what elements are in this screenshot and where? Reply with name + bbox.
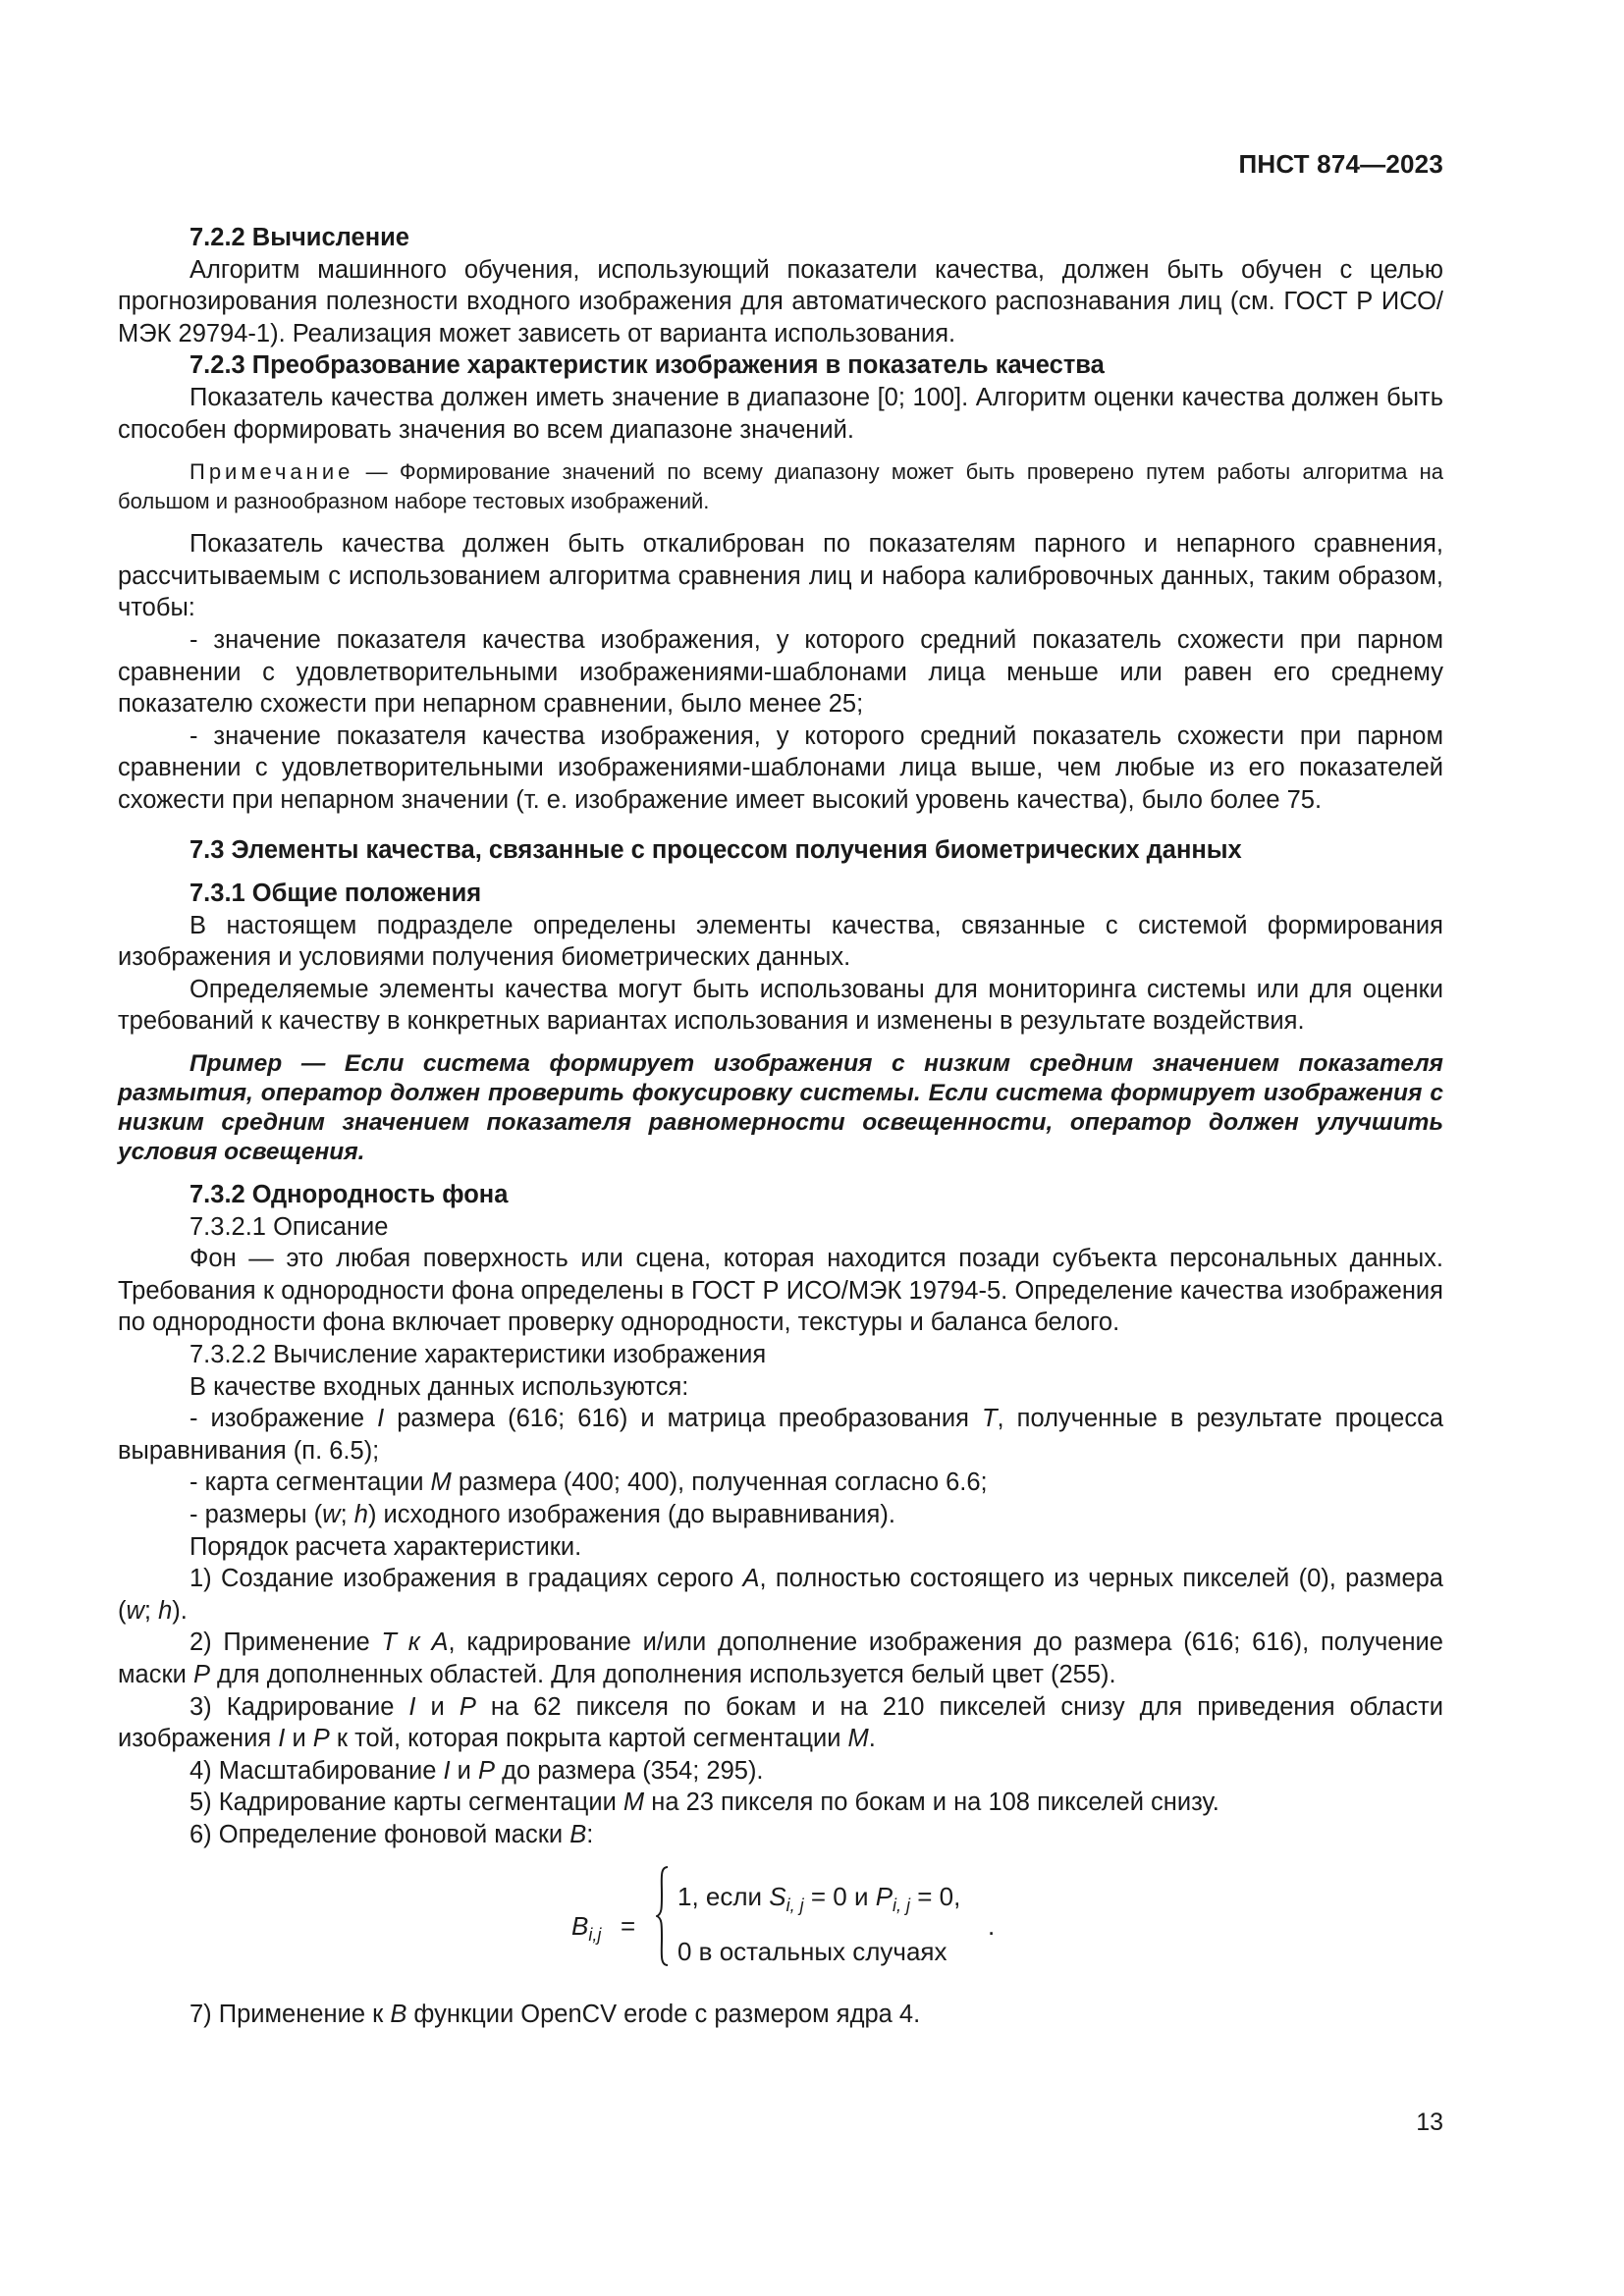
step-7 xyxy=(118,1999,1443,2031)
text-run: 4) Масштабирование xyxy=(189,1756,444,1785)
step-1 xyxy=(118,1563,1443,1627)
input-intro: В качестве входных данных используются: xyxy=(189,1372,689,1401)
var-P: P xyxy=(875,1881,893,1911)
note-label: Примечание xyxy=(189,459,354,485)
text-run: до размера (354; 295). xyxy=(495,1756,764,1785)
text-run: ; xyxy=(340,1501,354,1528)
var-M: M xyxy=(623,1789,645,1817)
formula-lhs-subscript: i,j xyxy=(588,1924,602,1945)
text-run: 1) Создание изображения в градациях серого xyxy=(189,1565,743,1593)
var-M: M xyxy=(847,1725,869,1753)
example-text: — Если система формирует изображения с низким средним значением показателя размытия, оператор должен проверить фокусировку системы. Если система формирует изображения с низким средним значением показателя равномерности освещенности, оператор должен улучшить условия освещения. xyxy=(118,1050,1443,1166)
text-run: на 62 пикселя по бокам и на 210 пикселей снизу для приведения области изображения xyxy=(118,1692,1443,1753)
formula-case-1 xyxy=(677,1881,960,1922)
var-M: M xyxy=(430,1468,452,1497)
input-item-3 xyxy=(118,1499,1443,1531)
var-P: P xyxy=(312,1725,330,1753)
text-run: 3) Кадрирование xyxy=(189,1692,409,1721)
text-run: . xyxy=(868,1725,876,1753)
var-B: B xyxy=(569,1820,587,1848)
text-run: и xyxy=(285,1725,313,1753)
var-P: P xyxy=(192,1660,210,1688)
heading-7-3-2: 7.3.2 Однородность фона xyxy=(189,1181,509,1209)
var-I: I xyxy=(408,1692,416,1721)
formula-lhs-symbol: B xyxy=(571,1910,589,1941)
calibration-item-1: - значение показателя качества изображения, у которого средний показатель схожести при парном сравнении с удовлетворительными изображениями-шаблонами лица меньше или равен его среднему показателю схожести при непарном сравнении, было менее 25; xyxy=(118,625,1443,719)
example-label: Пример xyxy=(189,1050,283,1078)
var-P: P xyxy=(459,1692,476,1721)
calibration-item-2: - значение показателя качества изображения, у которого средний показатель схожести при парном сравнении с удовлетворительными изображениями-шаблонами лица выше, чем любые из его показателей схожести при непарном значении (т. е. изображение имеет высокий уровень качества), было более 75. xyxy=(118,721,1443,814)
text-run: , кадрирование и/или дополнение изображения до размера (616; 616), получение маски xyxy=(118,1629,1443,1688)
text-run: 1, если xyxy=(677,1881,770,1911)
var-T: T xyxy=(981,1405,998,1433)
left-brace-icon xyxy=(656,1865,670,1967)
text-run: 6) Определение фоновой маски xyxy=(189,1820,570,1848)
subscript: i, j xyxy=(893,1895,911,1915)
text-run: - карта сегментации xyxy=(189,1468,431,1497)
text-run: ). xyxy=(172,1596,188,1625)
text-run: = 0 и xyxy=(803,1881,876,1911)
subscript: i, j xyxy=(785,1895,804,1915)
formula-case-2: 0 в остальных случаях xyxy=(677,1936,947,1966)
input-item-2 xyxy=(118,1467,1443,1499)
text-run: - изображение xyxy=(189,1405,378,1433)
order-intro: Порядок расчета характеристики. xyxy=(189,1532,582,1561)
var-I: I xyxy=(443,1756,451,1785)
note xyxy=(118,457,1443,516)
text-run: , полностью состоящего из черных пикселей (0), размера ( xyxy=(118,1565,1443,1625)
var-I: I xyxy=(278,1725,286,1753)
step-3 xyxy=(118,1691,1443,1755)
text-run: , полученные в результате процесса выравнивания (п. 6.5); xyxy=(118,1405,1443,1465)
var-h: h xyxy=(353,1501,368,1528)
var-S: S xyxy=(769,1881,786,1911)
text-run: для дополненных областей. Для дополнения используется белый цвет (255). xyxy=(209,1660,1116,1688)
heading-7-2-3: 7.2.3 Преобразование характеристик изображения в показатель качества xyxy=(189,351,1105,380)
var-I: I xyxy=(377,1405,385,1433)
heading-7-3-2-1: 7.3.2.1 Описание xyxy=(189,1212,389,1241)
page-number: 13 xyxy=(1416,2109,1443,2136)
paragraph-7-3-2-1: Фон — это любая поверхность или сцена, которая находится позади субъекта персональных данных. Требования к однородности фона определены в ГОСТ Р ИСО/МЭК 19794-5. Определение качества изображения по однородности фона включает проверку однородности, текстуры и баланса белого. xyxy=(118,1245,1443,1337)
page-content xyxy=(118,222,1443,2030)
text-run: размера (616; 616) и матрица преобразования xyxy=(384,1405,982,1433)
heading-7-3-1: 7.3.1 Общие положения xyxy=(189,880,482,908)
var-A: A xyxy=(742,1565,760,1593)
heading-7-2-2: 7.2.2 Вычисление xyxy=(189,224,409,251)
var-P: P xyxy=(478,1756,496,1785)
formula-equals: = xyxy=(621,1910,636,1941)
step-4 xyxy=(118,1755,1443,1788)
example xyxy=(118,1049,1443,1167)
text-run: : xyxy=(586,1820,594,1848)
step-2 xyxy=(118,1627,1443,1690)
text-run: - размеры ( xyxy=(189,1501,323,1528)
text-run: размера (400; 400), полученная согласно 6.6; xyxy=(451,1468,988,1497)
var-B: B xyxy=(390,2000,407,2028)
paragraph-calibration: Показатель качества должен быть откалиброван по показателям парного и непарного сравнения, рассчитываемым с использованием алгоритма сравнения лиц и набора калибровочных данных, таким образом, чтобы: xyxy=(118,530,1443,622)
text-run: 5) Кадрирование карты сегментации xyxy=(189,1789,623,1817)
step-5 xyxy=(118,1787,1443,1819)
text-run: и xyxy=(450,1756,479,1785)
text-run: и xyxy=(415,1692,460,1721)
text-run: 7) Применение к xyxy=(189,2000,391,2028)
paragraph-7-3-1-a: В настоящем подразделе определены элементы качества, связанные с системой формирования изображения и условиями получения биометрических данных. xyxy=(118,911,1443,972)
formula-background-mask xyxy=(118,1863,1443,1991)
formula-end: . xyxy=(988,1910,996,1941)
text-run: ) исходного изображения (до выравнивания). xyxy=(367,1501,895,1528)
paragraph-7-3-1-b: Определяемые элементы качества могут быть использованы для мониторинга системы или для оценки требований к качеству в конкретных вариантах использования и изменены в результате воздействия. xyxy=(118,975,1443,1036)
heading-7-3-2-2: 7.3.2.2 Вычисление характеристики изображения xyxy=(189,1341,767,1369)
note-text: — Формирование значений по всему диапазону может быть проверено путем работы алгоритма на большом и разнообразном наборе тестовых изображений. xyxy=(118,459,1443,514)
text-run: на 23 пикселя по бокам и на 108 пикселей снизу. xyxy=(644,1789,1219,1817)
text-run: функции OpenCV erode с размером ядра 4. xyxy=(406,2000,921,2028)
step-6 xyxy=(118,1819,1443,1851)
input-item-1 xyxy=(118,1403,1443,1467)
document-code: ПНСТ 874—2023 xyxy=(1238,149,1443,179)
text-run: 2) Применение xyxy=(189,1629,382,1657)
text-run: к той, которая покрыта картой сегментации xyxy=(329,1725,848,1753)
var-w: w xyxy=(126,1596,144,1625)
text-run: ; xyxy=(143,1596,159,1625)
var-T-to-A: T к A xyxy=(381,1629,449,1657)
var-h: h xyxy=(158,1596,173,1625)
formula-lhs xyxy=(571,1910,601,1951)
paragraph-7-2-2: Алгоритм машинного обучения, использующий показатели качества, должен быть обучен с целью прогнозирования полезности входного изображения для автоматического распознавания лиц (см. ГОСТ Р ИСО/МЭК 29794-1). Реализация может зависеть от варианта использования. xyxy=(118,255,1443,347)
paragraph-7-2-3: Показатель качества должен иметь значение в диапазоне [0; 100]. Алгоритм оценки качества должен быть способен формировать значения во всем диапазоне значений. xyxy=(118,383,1443,444)
heading-7-3: 7.3 Элементы качества, связанные с процессом получения биометрических данных xyxy=(189,835,1242,864)
var-w: w xyxy=(322,1501,341,1528)
text-run: = 0, xyxy=(910,1881,961,1911)
